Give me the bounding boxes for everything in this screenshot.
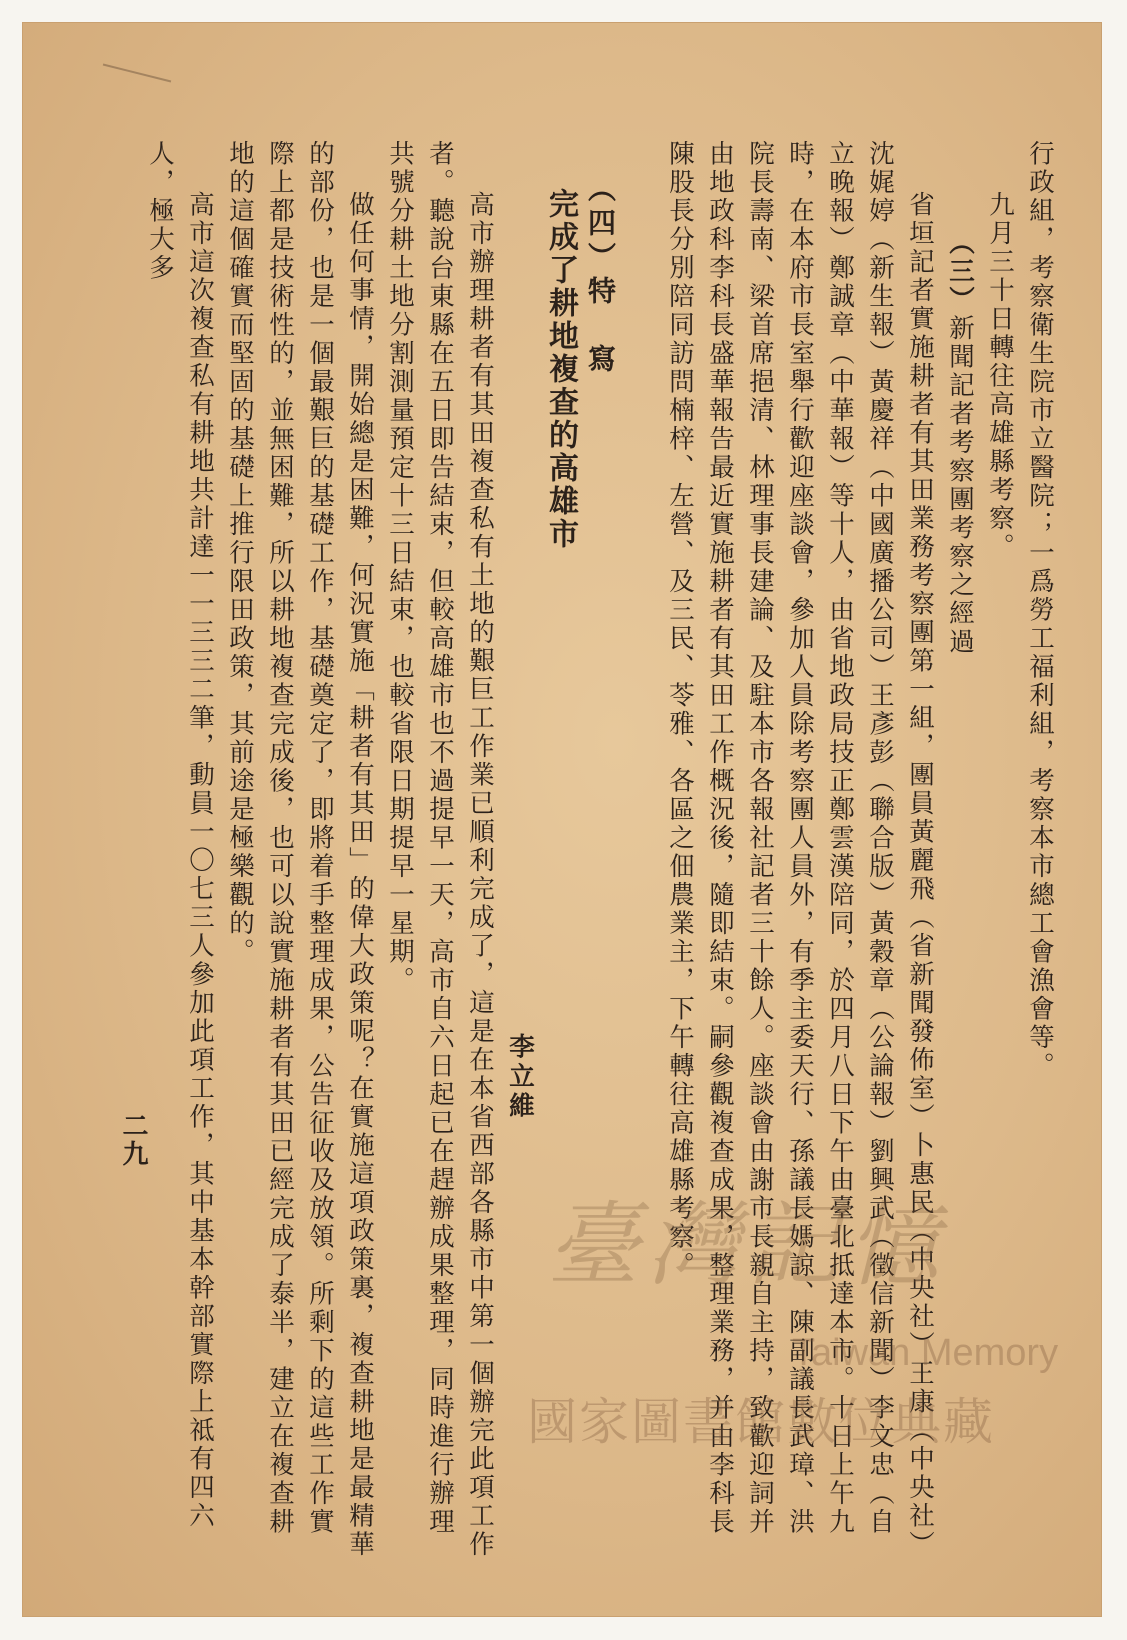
article-author: 李立維 [505,1032,535,1121]
article-subtitle: 完成了耕地複查的高雄市 [543,188,578,551]
reporter-group-paragraph: 省垣記者實施耕者有其田業務考察團第一組，團員黃麗飛（省新聞發佈室）卜惠民（中央社）王康（中央社）沈娓婷（新生報）黃慶祥（中國廣播公司）王彥彭（聯合版）黃穀章（公論報）劉興武（徵信新聞）李文忠（自立晚報）鄭誠章（中華報）等十人，由省地政局技正鄭雲漢陪同，於四月八日下午由臺北抵達本市。十日上午九時，在本府市長室舉行歡迎座談會，參加人員除考察團人員外，有季主委天行、孫議長媽諒、陳副議長武璋、洪院長壽南、梁首席挹清、林理事長建論、及駐本市各報社記者三十餘人。座談會由謝市長親自主持，致歡迎詞并由地政科李科長盛華報告最近實施耕者有其田工作概況後，隨即結束。嗣參觀複查成果，整理業務，并由李科長陳股長分別陪同訪問楠梓、左營、及三民、苓雅、各區之佃農業主，下午轉往高雄縣考察。 [665,140,935,1559]
watermark-logo-script: 臺灣記憶 [547,1192,948,1299]
page-number: 二九 [118,1112,148,1168]
carry-over-paragraph: 行政組，考察衛生院市立醫院；一爲勞工福利組，考察本市總工會漁會等。 [1025,140,1055,1081]
watermark-library-line: 國家圖書館數位典藏 [527,1393,995,1451]
article-paragraph-3: 高市這次複查私有耕地共計達一一三三二筆，動員一〇七三人參加此項工作，其中基本幹部實際上祗有四六人，極大多 [145,140,215,1531]
document-page [22,22,1102,1617]
paragraph-end-date: 九月三十日轉往高雄縣考察。 [985,191,1015,562]
article-paragraph-2: 做任何事情，開始總是困難，何況實施「耕者有其田」的偉大政策呢？在實施這項政策裏，複查耕地是最精華的部份，也是一個最艱巨的基礎工作，基礎奠定了，即將着手整理成果，公告征收及放領。所剩下的這些工作實際上都是技術性的，並無困難，所以耕地複查完成後，也可以說實施耕者有其田已經完成了泰半，建立在複查耕地的這個確實而堅固的基礎上推行限田政策，其前途是極樂觀的。 [225,140,375,1559]
article-paragraph-1: 高市辦理耕者有其田複查私有土地的艱巨工作業已順利完成了，這是在本省西部各縣市中第一個辦完此項工作者。聽說台東縣在五日即告結束，但較高雄市也不過提早一天，高市自六日起已在趕辦成果整理，同時進行辦理共號分耕土地分割測量預定十三日結束，也較省限日期提早一星期。 [385,140,495,1559]
watermark-english: Taiwan Memory [792,1332,1059,1374]
section-heading-4: （四）特 寫 [584,173,617,378]
section-title: 新聞記者考察團考察之經過 [945,314,975,657]
paper-scratch-mark [103,64,171,83]
section-number: （三） [945,229,975,315]
